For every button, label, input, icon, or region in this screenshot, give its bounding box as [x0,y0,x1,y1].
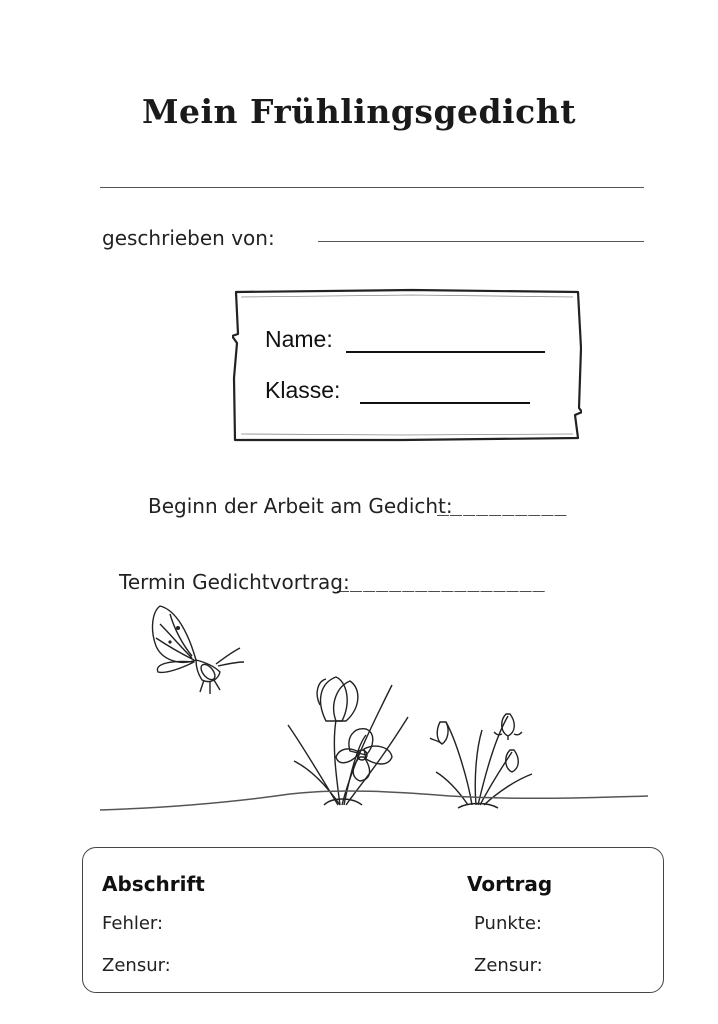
class-line[interactable] [360,402,530,404]
start-date-label: Beginn der Arbeit am Gedicht: [148,494,453,518]
name-card [232,288,582,442]
class-label: Klasse: [265,377,341,403]
page-title: Mein Frühlingsgedicht [142,92,576,131]
recital-date-label: Termin Gedichtvortrag: [119,570,350,594]
copy-grade-label: Zensur: [102,955,171,976]
recital-heading: Vortrag [467,872,553,896]
name-line[interactable] [346,351,545,353]
ground-line [100,780,650,820]
copy-heading: Abschrift [102,872,205,896]
copy-errors-label: Fehler: [102,913,164,934]
author-line[interactable] [318,241,644,242]
author-label: geschrieben von: [102,226,275,250]
recital-points-label: Punkte: [474,913,542,934]
recital-grade-label: Zensur: [474,955,543,976]
title-line [100,187,644,188]
name-label: Name: [265,326,333,352]
start-date-blank[interactable]: __________ [437,492,568,516]
butterfly-icon [148,602,248,697]
recital-date-blank[interactable]: ________________ [337,568,546,592]
